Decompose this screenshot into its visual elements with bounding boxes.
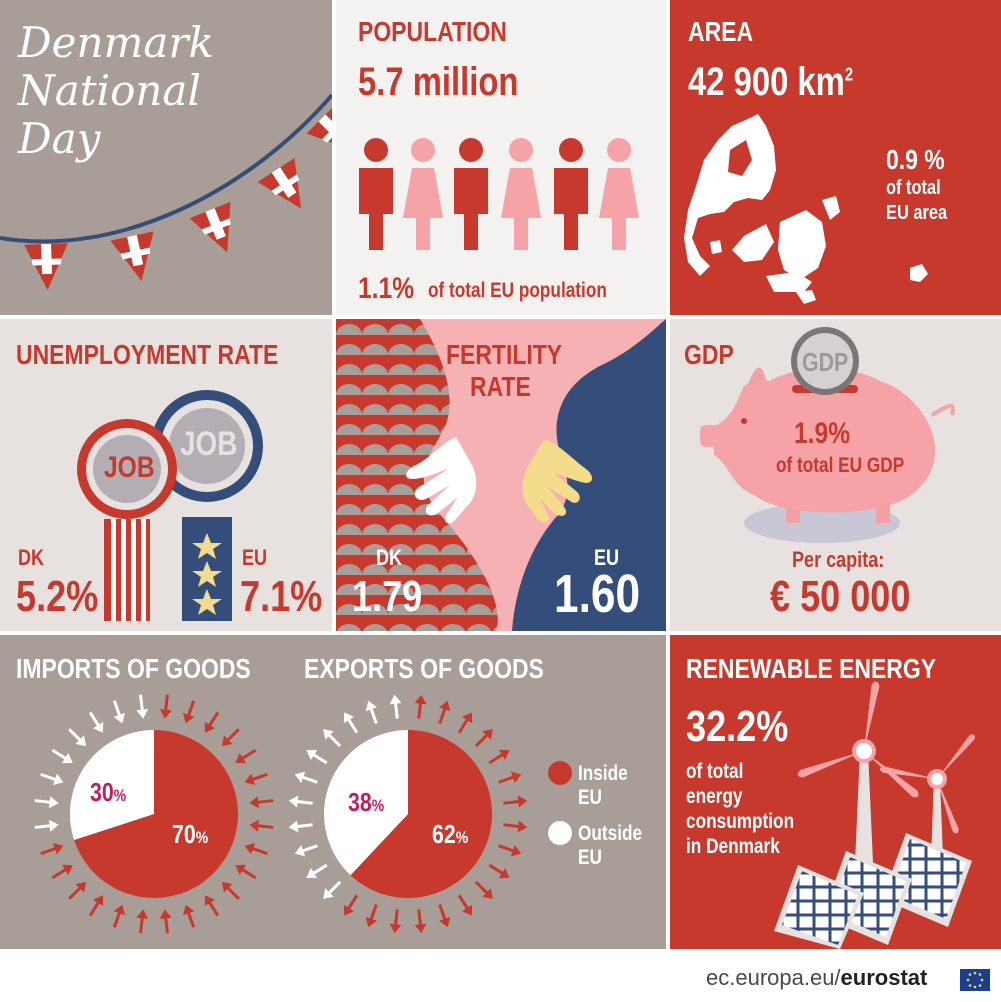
legend-outside-dot (548, 821, 572, 845)
exports-inside-value: 62% (432, 819, 469, 849)
imports-label: IMPORTS OF GOODS (16, 653, 251, 684)
arrow-head-icon (136, 709, 148, 719)
footer-site: ec.europa.eu/ (706, 965, 841, 990)
area-label: AREA (688, 16, 754, 47)
flag-icon (258, 158, 320, 221)
fertility-label-2: RATE (470, 371, 531, 402)
population-share: 1.1% (358, 272, 415, 305)
arrow-head-icon (160, 709, 172, 719)
area-value-number: 42 900 km (688, 60, 845, 104)
imports-inside-value: 70% (172, 819, 209, 849)
renewable-text-4: in Denmark (686, 835, 780, 858)
arrow-head-icon (49, 820, 59, 832)
arrow-head-icon (518, 796, 528, 808)
wind-solar-illustration (670, 635, 1001, 949)
footer-brand: eurostat (840, 965, 928, 990)
area-panel (670, 0, 1001, 315)
renewable-text-1: of total (686, 760, 744, 783)
flag-icon (110, 231, 163, 285)
renewable-value: 32.2% (686, 702, 789, 751)
title-line-1: Denmark (18, 18, 214, 67)
gdp-share-text: of total EU GDP (776, 454, 905, 477)
flag-icon (24, 243, 70, 291)
man-icon (359, 138, 393, 250)
arrow-head-icon (289, 820, 299, 832)
arrow-head-icon (414, 924, 426, 934)
footer-link[interactable] (706, 967, 927, 989)
unemployment-panel (0, 319, 332, 631)
man-icon (454, 138, 488, 250)
woman-icon (599, 138, 639, 250)
unemployment-dk-value: 5.2% (16, 572, 99, 621)
arrow-head-icon (390, 695, 402, 705)
gdp-coin-label: GDP (802, 347, 849, 377)
exports-label: EXPORTS OF GOODS (304, 653, 544, 684)
legend-outside-1: Outside (578, 822, 643, 845)
area-share-text-1: of total (886, 177, 941, 199)
arrow-head-icon (136, 909, 148, 919)
renewable-text-3: consumption (686, 810, 795, 833)
arrow-head-icon (160, 909, 172, 919)
renewable-label: RENEWABLE ENERGY (686, 653, 937, 684)
job-badge-eu: JOB (180, 425, 238, 463)
population-figures (336, 0, 666, 315)
fertility-dk-value: 1.79 (352, 572, 423, 621)
bunting-garland (0, 0, 332, 315)
area-share: 0.9 % (886, 144, 945, 175)
flag-icon (190, 202, 248, 261)
man-icon (554, 138, 588, 250)
unemployment-label: UNEMPLOYMENT RATE (16, 339, 279, 370)
gdp-per-capita-label: Per capita: (792, 547, 885, 572)
arrow-head-icon (390, 924, 402, 934)
title-panel (0, 0, 332, 315)
area-share-text-2: EU area (886, 202, 948, 224)
footer (0, 949, 1001, 1002)
unemployment-dk-label: DK (18, 545, 45, 570)
area-value-sup: 2 (844, 64, 854, 85)
population-label: POPULATION (358, 16, 507, 47)
gdp-label: GDP (684, 339, 734, 370)
job-badge-dk: JOB (104, 451, 155, 484)
legend-inside-dot (548, 761, 572, 785)
fertility-label-1: FERTILITY (446, 339, 563, 370)
unemployment-eu-label: EU (242, 545, 268, 570)
population-share-text: of total EU population (428, 279, 607, 302)
woman-icon (501, 138, 541, 250)
renewable-panel (670, 635, 1001, 949)
eu-flag-icon (960, 969, 990, 991)
gdp-share: 1.9% (794, 417, 851, 450)
title-line-2: National (18, 66, 201, 115)
fertility-eu-value: 1.60 (554, 564, 641, 624)
fertility-dk-label: DK (376, 545, 403, 570)
fertility-panel (336, 319, 666, 631)
fertility-eu-label: EU (594, 545, 620, 570)
arrow-head-icon (249, 796, 259, 808)
renewable-text-2: energy (686, 785, 743, 808)
woman-icon (403, 138, 443, 250)
imports-outside-value: 30% (90, 777, 127, 807)
population-panel (336, 0, 666, 315)
exports-outside-value: 38% (348, 787, 385, 817)
arrow-head-icon (249, 820, 259, 832)
gdp-panel (670, 319, 1001, 631)
denmark-map-icon (670, 0, 1001, 315)
arrow-head-icon (289, 796, 299, 808)
legend-inside-2: EU (578, 786, 602, 809)
legend-outside-2: EU (578, 846, 602, 869)
trade-panel (0, 635, 666, 949)
population-value: 5.7 million (358, 60, 519, 104)
title-line-3: Day (18, 114, 101, 163)
gdp-per-capita-value: € 50 000 (770, 572, 911, 621)
arrow-head-icon (414, 695, 426, 705)
arrow-head-icon (518, 820, 528, 832)
legend-inside-1: Inside (578, 762, 628, 785)
unemployment-eu-value: 7.1% (240, 572, 323, 621)
arrow-head-icon (49, 796, 59, 808)
